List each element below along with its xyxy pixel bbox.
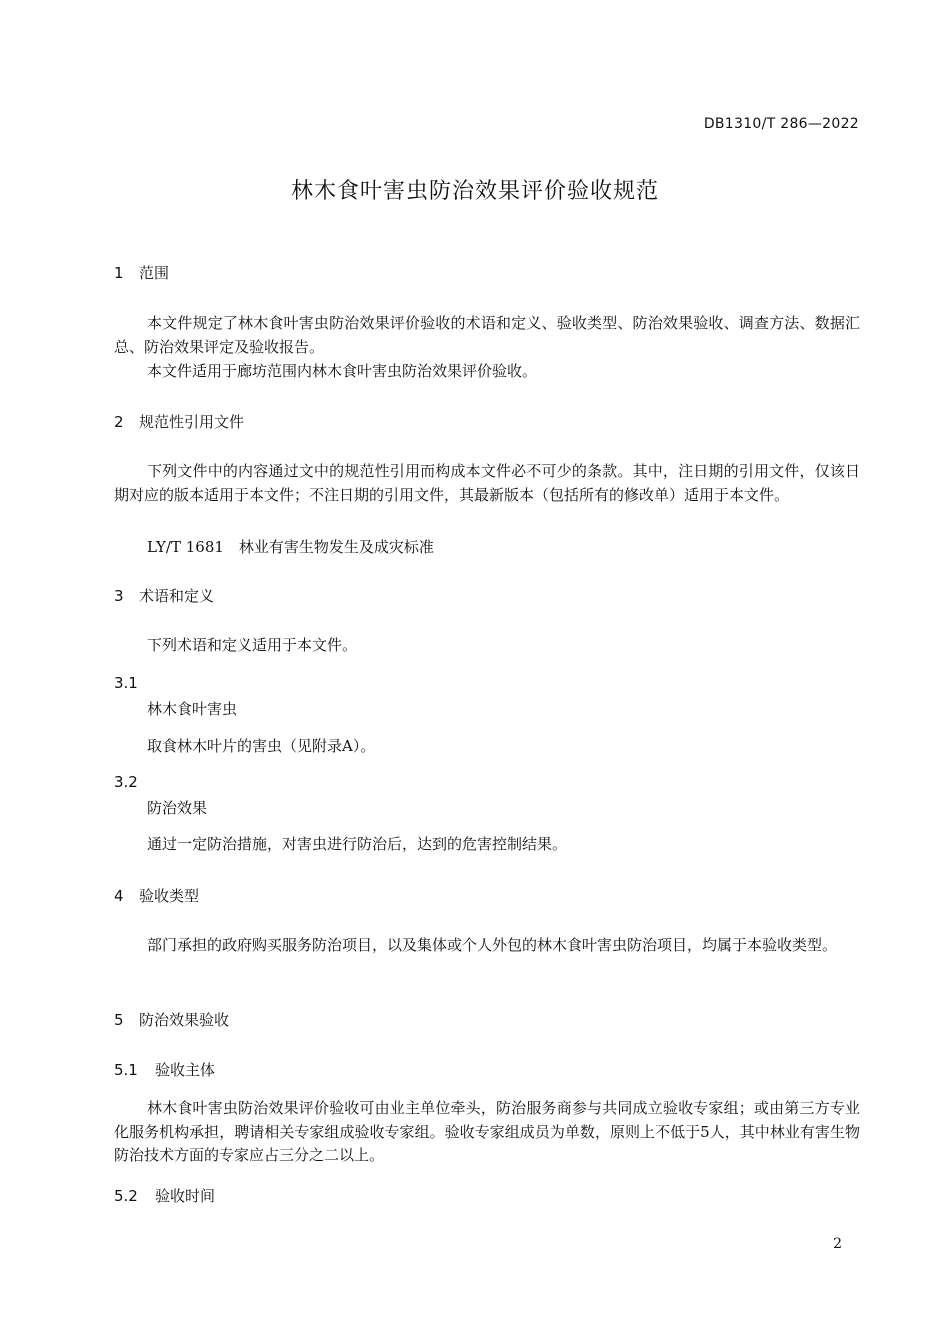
term-3-1-definition: 取食林木叶片的害虫（见附录A）。 [147,737,376,755]
section-5-heading [114,1009,229,1030]
standard-code: DB1310/T 286—2022 [703,116,859,132]
section-5-2-heading [114,1185,215,1206]
section-1-paragraph-1: 本文件规定了林木食叶害虫防治效果评价验收的术语和定义、验收类型、防治效果验收、调查方法、数据汇总、防治效果评定及验收报告。 [114,314,860,356]
subsection-title: 验收时间 [155,1187,216,1205]
section-2-heading [114,411,244,432]
document-title: 林木食叶害虫防治效果评价验收规范 [290,179,659,204]
page-number: 2 [833,1236,842,1252]
section-number: 5 [114,1011,124,1029]
term-3-2-number: 3.2 [114,773,138,791]
section-title: 术语和定义 [139,587,215,605]
section-5-1-paragraph: 林木食叶害虫防治效果评价验收可由业主单位牵头，防治服务商参与共同成立验收专家组；或由第三方专业化服务机构承担，聘请相关专家组成验收专家组。验收专家组成员为单数，原则上不低于5人，其中林业有害生物防治技术方面的专家应占三分之二以上。 [114,1099,860,1164]
subsection-number: 5.1 [114,1061,138,1079]
section-4-paragraph-1: 部门承担的政府购买服务防治项目，以及集体或个人外包的林木食叶害虫防治项目，均属于本验收类型。 [147,936,838,954]
section-title: 防治效果验收 [139,1011,230,1029]
section-5-1-heading [114,1059,215,1080]
term-3-1-number: 3.1 [114,674,138,692]
section-4-heading [114,885,199,906]
section-number: 1 [114,264,124,282]
normative-reference: LY/T 1681 林业有害生物发生及成灾标准 [147,538,434,556]
section-number: 3 [114,587,124,605]
term-3-2-name: 防治效果 [147,799,208,817]
term-3-1-name: 林木食叶害虫 [147,700,238,718]
subsection-title: 验收主体 [155,1061,216,1079]
section-1-paragraph-2: 本文件适用于廊坊范围内林木食叶害虫防治效果评价验收。 [147,362,538,380]
section-1-heading [114,262,169,283]
section-3-heading [114,585,214,606]
section-title: 范围 [139,264,170,282]
section-number: 4 [114,887,124,905]
subsection-number: 5.2 [114,1187,138,1205]
section-number: 2 [114,413,124,431]
section-title: 验收类型 [139,887,200,905]
term-3-2-definition: 通过一定防治措施，对害虫进行防治后，达到的危害控制结果。 [147,835,568,853]
section-title: 规范性引用文件 [139,413,245,431]
section-3-paragraph-1: 下列术语和定义适用于本文件。 [147,636,358,654]
section-2-paragraph-1: 下列文件中的内容通过文中的规范性引用而构成本文件必不可少的条款。其中，注日期的引用文件，仅该日期对应的版本适用于本文件；不注日期的引用文件，其最新版本（包括所有的修改单）适用于本文件。 [114,462,860,504]
